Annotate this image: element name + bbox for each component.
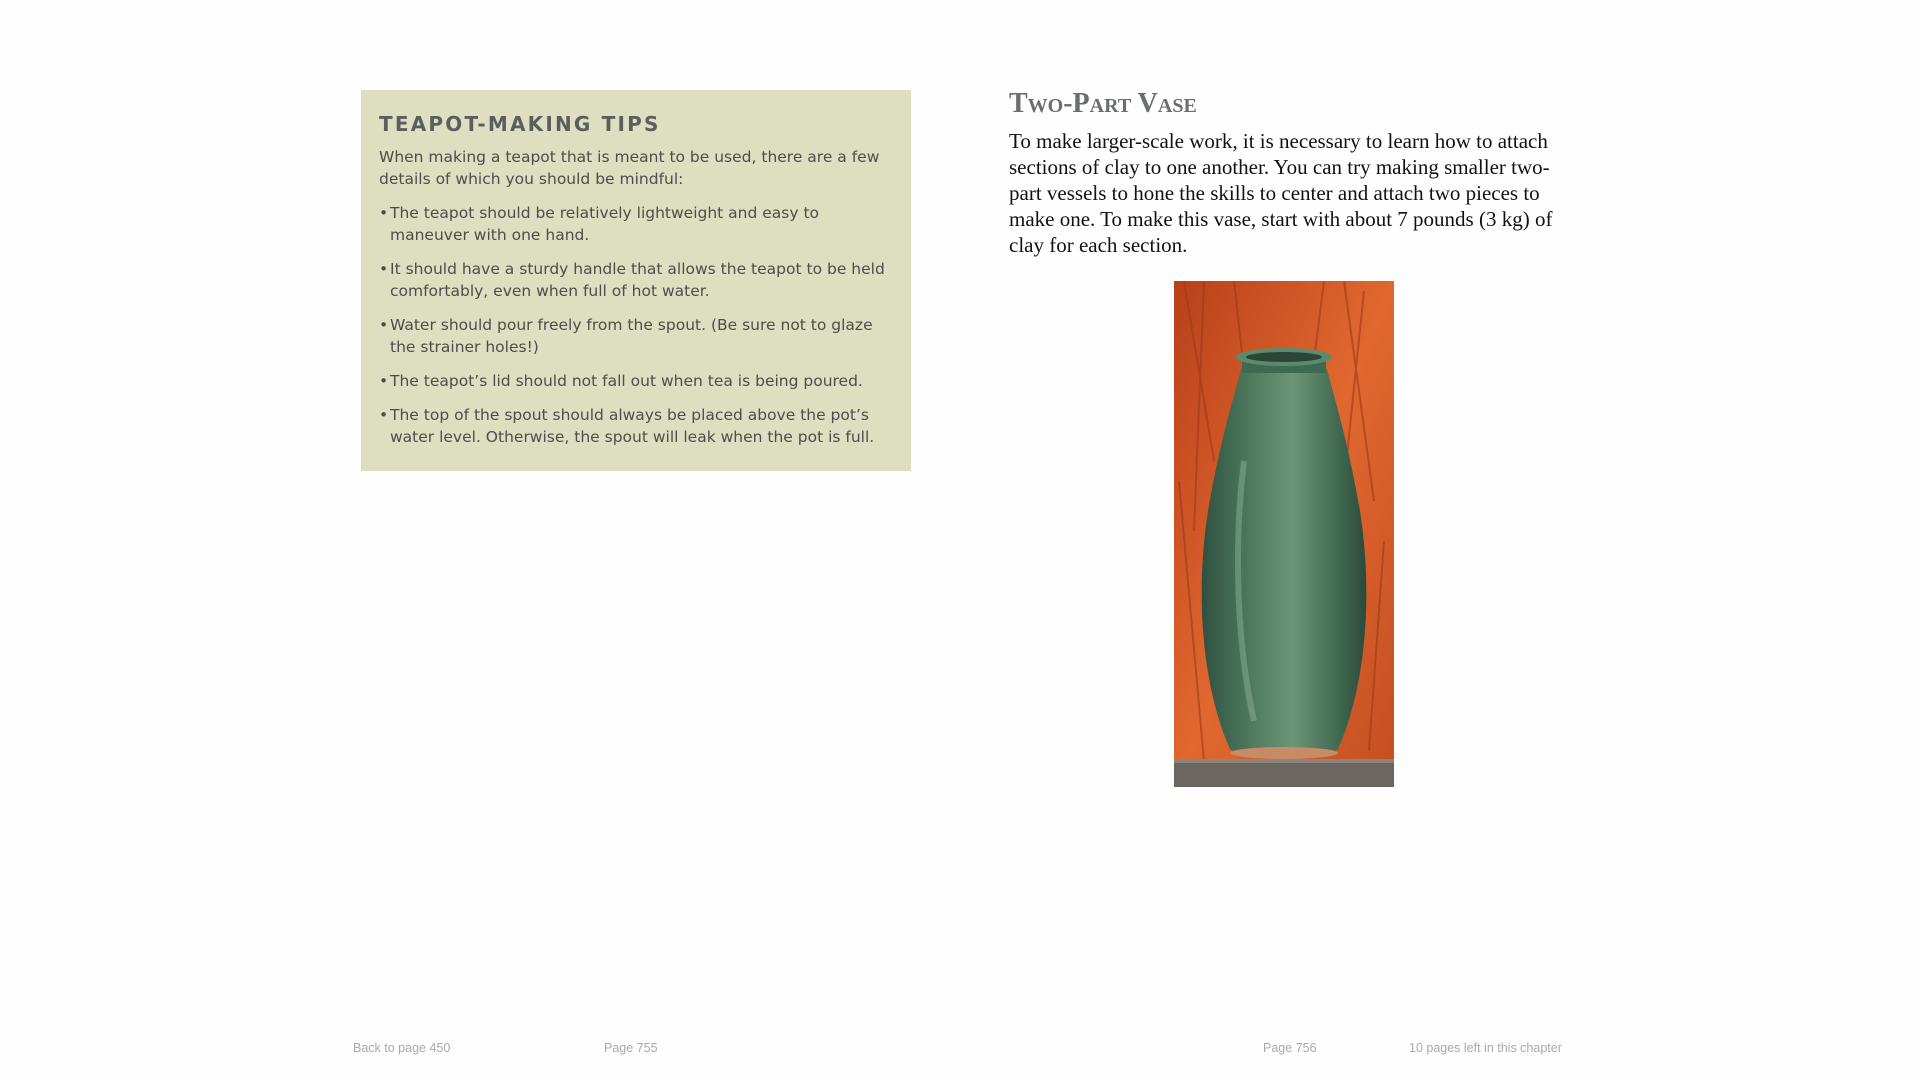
tip-text: The teapot should be relatively lightweight and easy to maneuver with one hand.	[390, 204, 820, 244]
section-heading: Two-Part Vase	[1009, 88, 1197, 119]
list-item	[379, 258, 893, 302]
tips-title: TEAPOT-MAKING TIPS	[379, 112, 661, 136]
tip-text: The teapot’s lid should not fall out when tea is being poured.	[390, 372, 863, 390]
tips-intro: When making a teapot that is meant to be used, there are a few details of which you should be mindful:	[379, 148, 880, 188]
bullet-icon: •	[379, 260, 389, 278]
left-page-number: Page 755	[604, 1041, 658, 1055]
teapot-tips-sidebar	[361, 90, 911, 471]
vase-photo	[1174, 281, 1394, 787]
vase-illustration-icon	[1174, 281, 1394, 787]
back-to-page-link[interactable]: Back to page 450	[353, 1041, 451, 1055]
section-body-text: To make larger-scale work, it is necessary to learn how to attach sections of clay to one another. You can try making smaller two-part vessels to hone the skills to center and attach two pieces to make one. To make this vase, start with about 7 pounds (3 kg) of clay for each section.	[1009, 129, 1553, 257]
tip-text: It should have a sturdy handle that allows the teapot to be held comfortably, even when full of hot water.	[390, 260, 885, 300]
right-page-number: Page 756	[1263, 1041, 1317, 1055]
chapter-pages-remaining: 10 pages left in this chapter	[1409, 1041, 1562, 1055]
tip-text: The top of the spout should always be placed above the pot’s water level. Otherwise, the spout will leak when the pot is full.	[390, 406, 875, 446]
list-item	[379, 370, 893, 392]
bullet-icon: •	[379, 316, 389, 334]
list-item	[379, 202, 893, 246]
bullet-icon: •	[379, 204, 389, 222]
bullet-icon: •	[379, 372, 389, 390]
list-item	[379, 404, 893, 448]
tips-list	[379, 202, 893, 448]
tip-text: Water should pour freely from the spout. (Be sure not to glaze the strainer holes!)	[390, 316, 873, 356]
bullet-icon: •	[379, 406, 389, 424]
list-item	[379, 314, 893, 358]
